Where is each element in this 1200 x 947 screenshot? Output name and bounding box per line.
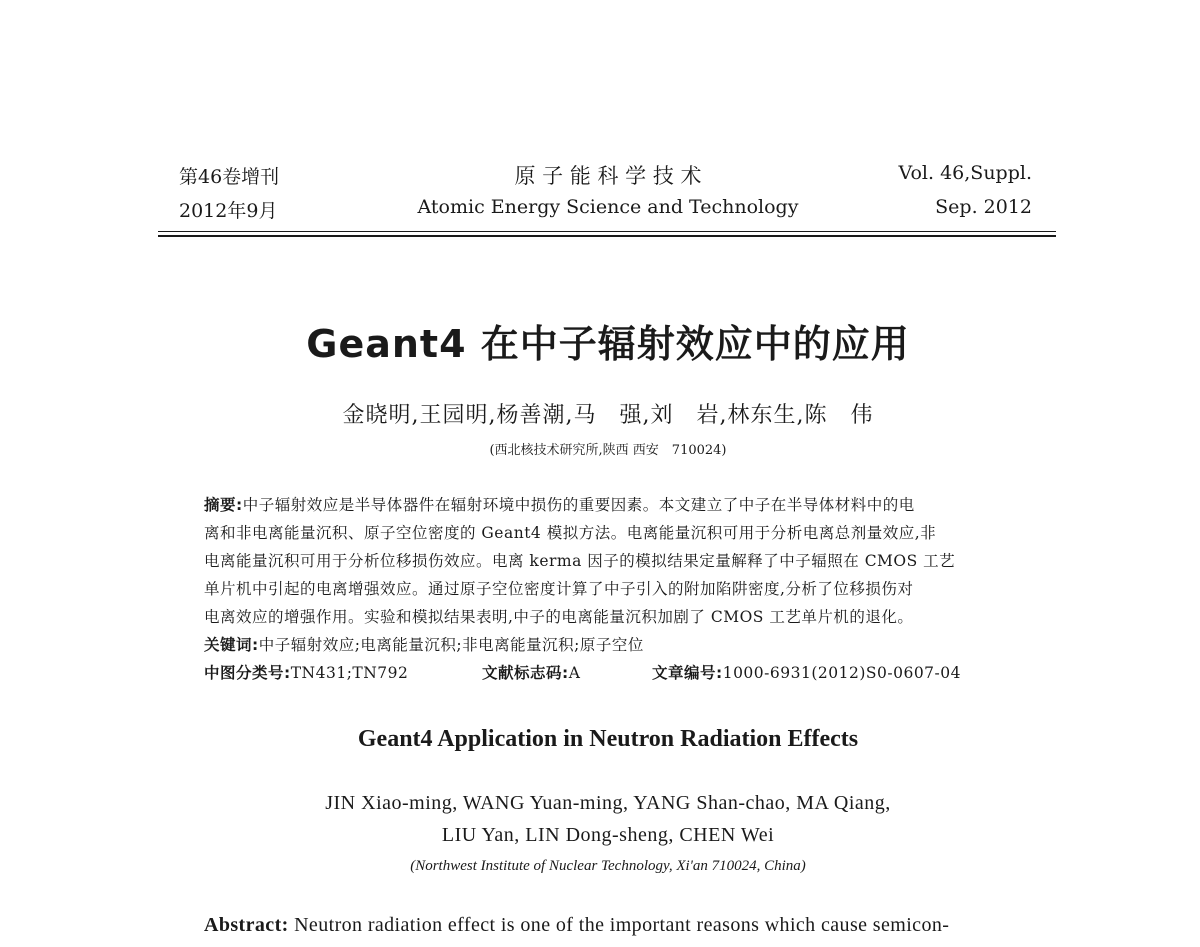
header-rule-thin	[158, 231, 1056, 232]
keywords-cn	[204, 633, 644, 655]
document-code: 文献标志码:A	[482, 664, 581, 682]
header-journal-cn: 原 子 能 科 学 技 术	[514, 164, 702, 188]
authors-cn: 金晓明,王园明,杨善潮,马 强,刘 岩,林东生,陈 伟	[342, 403, 874, 428]
header-volume-en: Vol. 46,Suppl.	[898, 162, 1032, 184]
abstract-cn-line-3: 电离能量沉积可用于分析位移损伤效应。电离 kerma 因子的模拟结果定量解释了中子辐照在 CMOS 工艺	[204, 552, 956, 570]
affiliation-cn: (西北核技术研究所,陕西 西安 710024)	[489, 443, 727, 458]
abstract-en-label: Abstract:	[204, 914, 289, 936]
header-date-cn: 2012年9月	[179, 200, 278, 222]
abstract-en	[204, 914, 949, 937]
keywords-cn-label: 关键词:	[204, 636, 259, 654]
keywords-cn-text: 中子辐射效应;电离能量沉积;非电离能量沉积;原子空位	[258, 636, 644, 654]
abstract-cn-line-1: 摘要:中子辐射效应是半导体器件在辐射环境中损伤的重要因素。本文建立了中子在半导体材料中的电	[204, 496, 915, 514]
authors-en-line-2: LIU Yan, LIN Dong-sheng, CHEN Wei	[441, 824, 775, 846]
abstract-cn-label: 摘要:	[204, 496, 243, 514]
abstract-en-text: Neutron radiation effect is one of the important reasons which cause semicon-	[288, 914, 950, 936]
abstract-cn-line-4: 单片机中引起的电离增强效应。通过原子空位密度计算了中子引入的附加陷阱密度,分析了位移损伤对	[204, 580, 914, 598]
header-journal-en: Atomic Energy Science and Technology	[417, 196, 799, 218]
header-volume-cn: 第46卷增刊	[179, 166, 280, 188]
paper-title-cn: Geant4 在中子辐射效应中的应用	[306, 322, 910, 366]
header-date-en: Sep. 2012	[935, 196, 1032, 218]
clc-number: 中图分类号:TN431;TN792	[204, 664, 409, 682]
header-rule-thick	[158, 235, 1056, 237]
paper-title-en: Geant4 Application in Neutron Radiation Effects	[357, 726, 859, 752]
article-number: 文章编号:1000-6931(2012)S0-0607-04	[652, 664, 961, 682]
abstract-cn-line-5: 电离效应的增强作用。实验和模拟结果表明,中子的电离能量沉积加剧了 CMOS 工艺单片机的退化。	[204, 608, 914, 626]
abstract-cn-line-2: 离和非电离能量沉积、原子空位密度的 Geant4 模拟方法。电离能量沉积可用于分析电离总剂量效应,非	[204, 524, 937, 542]
authors-en-line-1: JIN Xiao-ming, WANG Yuan-ming, YANG Shan-chao, MA Qiang,	[325, 792, 891, 814]
affiliation-en: (Northwest Institute of Nuclear Technology, Xi'an 710024, China)	[410, 858, 806, 874]
